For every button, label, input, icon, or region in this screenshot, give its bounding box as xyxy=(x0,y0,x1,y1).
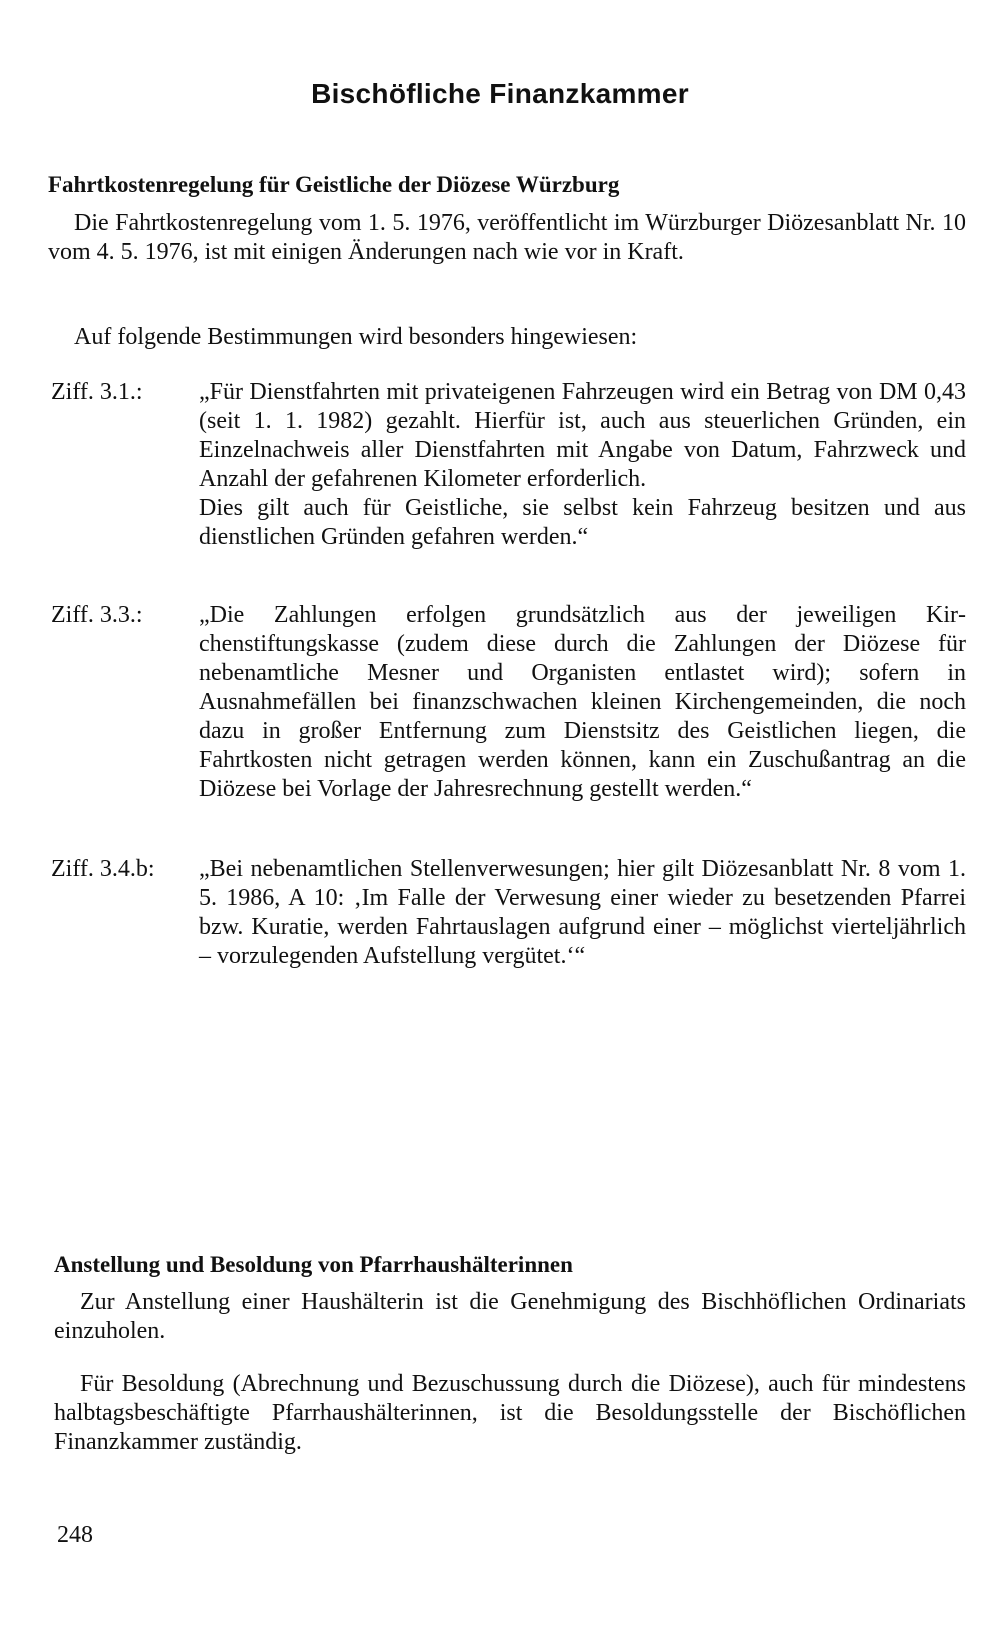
clause-label: Ziff. 3.3.: xyxy=(51,602,143,628)
intro-paragraph: Die Fahrtkostenregelung vom 1. 5. 1976, veröffentlicht im Würzburger Diözesanblatt Nr. 10 vom 4. 5. 1976, ist mit einigen Änderungen nach wie vor in Kraft. xyxy=(48,210,966,265)
paragraph-besoldung: Für Besoldung (Abrechnung und Bezuschussung durch die Diözese), auch für mindestens halbtagsbeschäftigte Pfarrhaushälterinnen, ist die Besoldungsstelle der Bischöflichen Finanzkammer zuständig. xyxy=(54,1371,966,1455)
clause-text xyxy=(199,601,966,804)
page-title: Bischöfliche Finanzkammer xyxy=(311,78,689,109)
page-number: 248 xyxy=(57,1522,93,1548)
section-heading-pfarrhaushaelterinnen: Anstellung und Besoldung von Pfarrhaushälterinnen xyxy=(54,1252,573,1277)
clause-label: Ziff. 3.1.: xyxy=(51,379,143,405)
clause-text xyxy=(199,378,966,552)
clause-paragraph: Dies gilt auch für Geistliche, sie selbst kein Fahrzeug besitzen und aus dienstlichen Gründen gefahren werden.“ xyxy=(199,495,966,550)
clause-text xyxy=(199,855,966,971)
clause-paragraph: „Für Dienstfahrten mit privateigenen Fahrzeugen wird ein Betrag von DM 0,43 (seit 1. 1. 1982) gezahlt. Hierfür ist, auch aus steuerlichen Gründen, ein Einzelnachweis aller Dienstfahrten mit Angabe von Datum, Fahrzweck und Anzahl der gefahrenen Kilometer erforderlich. xyxy=(199,379,966,492)
clause-paragraph: „Bei nebenamtlichen Stellenverwesungen; hier gilt Diözesanblatt Nr. 8 vom 1. 5. 1986, A 10: ‚Im Falle der Verwesung einer wieder zu besetzenden Pfarrei bzw. Kuratie, werden Fahrtauslagen aufgrund einer – möglichst vierteljährlich – vorzulegenden Aufstellung vergütet.‘“ xyxy=(199,856,966,969)
clause-paragraph: „Die Zahlungen erfolgen grundsätzlich aus der jeweiligen Kirchenstiftungskasse (zudem diese durch die Zahlungen der Diözese für nebenamtliche Mesner und Organisten entlastet wird); sofern in Ausnahmefällen bei finanzschwachen kleinen Kirchengemeinden, die noch dazu in großer Entfernung zum Dienstsitz des Geistlichen liegen, die Fahrtkosten nicht getragen werden können, kann ein Zuschußantrag an die Diözese bei Vorlage der Jahresrechnung gestellt werden.“ xyxy=(199,602,966,802)
paragraph-anstellung: Zur Anstellung einer Haushälterin ist die Genehmigung des Bischhöflichen Ordinariats einzuholen. xyxy=(54,1289,966,1344)
note-paragraph: Auf folgende Bestimmungen wird besonders hingewiesen: xyxy=(74,324,638,350)
clause-label: Ziff. 3.4.b: xyxy=(51,856,155,882)
section-heading-fahrtkosten: Fahrtkostenregelung für Geistliche der Diözese Würzburg xyxy=(48,172,620,197)
